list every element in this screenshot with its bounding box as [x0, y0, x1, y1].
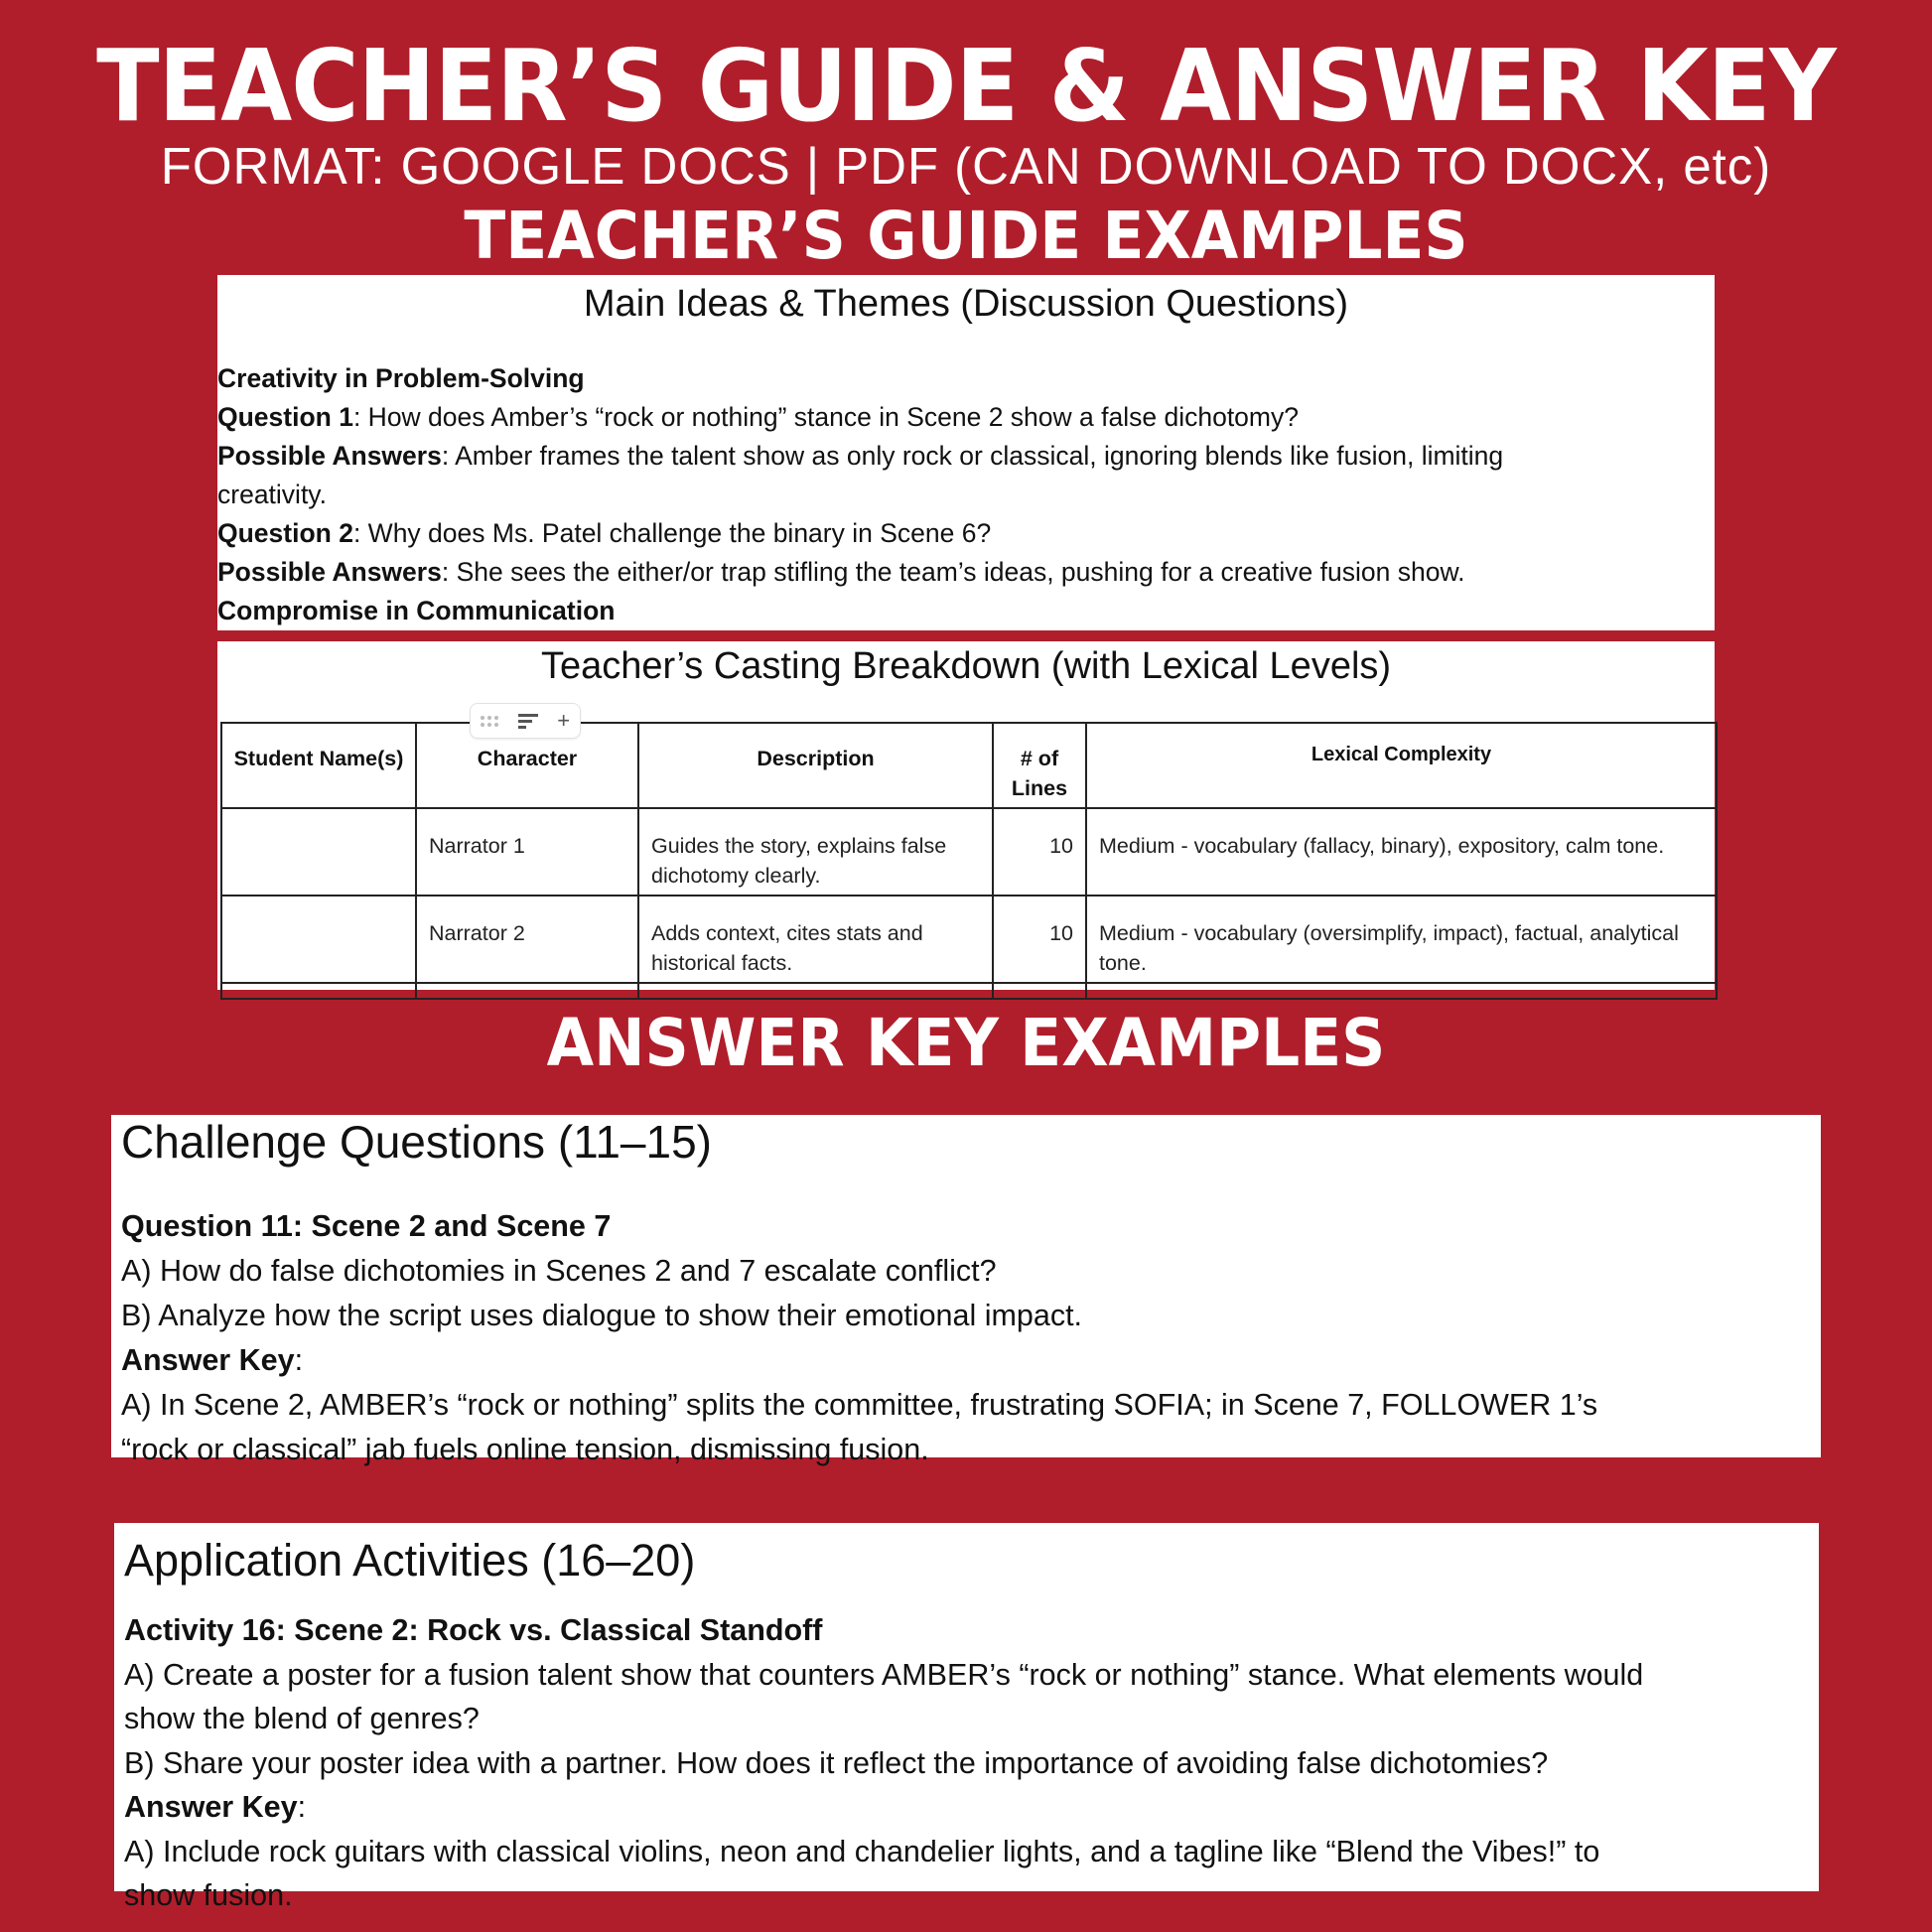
challenge-title: Challenge Questions (11–15): [121, 1116, 712, 1168]
page-title: TEACHER’S GUIDE & ANSWER KEY: [96, 28, 1836, 144]
table-row-clipped: [221, 983, 1717, 999]
character-cell: Narrator 1: [416, 808, 638, 896]
student-cell[interactable]: [221, 808, 416, 896]
answer-1: [217, 437, 1715, 476]
table-toolbar: [470, 703, 581, 739]
answer-key-label: Answer Key: [124, 1790, 298, 1824]
part-b: B) Share your poster idea with a partner. How does it reflect the importance of avoiding false dichotomies?: [124, 1745, 1549, 1780]
lexical-cell: Medium - vocabulary (oversimplify, impact), factual, analytical tone.: [1086, 896, 1717, 983]
table-row: [221, 896, 1717, 983]
column-header-lines: # of Lines: [993, 723, 1086, 808]
activity-heading: Activity 16: Scene 2: Rock vs. Classical Standoff: [124, 1613, 823, 1647]
character-cell: Narrator 2: [416, 896, 638, 983]
student-cell[interactable]: [221, 896, 416, 983]
description-cell: Guides the story, explains false dichotomy clearly.: [638, 808, 993, 896]
application-panel: [114, 1523, 1819, 1912]
challenge-body: [121, 1204, 1821, 1472]
question-2: [217, 514, 1715, 553]
question-text: : How does Amber’s “rock or nothing” stance in Scene 2 show a false dichotomy?: [352, 402, 1299, 432]
casting-title: Teacher’s Casting Breakdown (with Lexical Levels): [540, 645, 1392, 687]
part-a: A) How do false dichotomies in Scenes 2 and 7 escalate conflict?: [121, 1254, 997, 1288]
answer-text-continued: “rock or classical” jab fuels online tension, dismissing fusion.: [121, 1433, 929, 1466]
answer-1-continued: creativity.: [217, 480, 327, 509]
answer-text: A) In Scene 2, AMBER’s “rock or nothing” splits the committee, frustrating SOFIA; in Scene 7, FOLLOWER 1’s: [121, 1388, 1598, 1422]
themes-title: Main Ideas & Themes (Discussion Questions): [583, 283, 1349, 325]
teachers-guide-heading: TEACHER’S GUIDE EXAMPLES: [464, 198, 1468, 274]
question-text: : Why does Ms. Patel challenge the binary in Scene 6?: [352, 518, 992, 548]
format-line: FORMAT: GOOGLE DOCS | PDF (CAN DOWNLOAD TO DOCX, etc): [160, 138, 1772, 196]
table-header-row: [221, 723, 1717, 808]
table-row: [221, 808, 1717, 896]
add-icon[interactable]: +: [557, 708, 571, 733]
colon: :: [297, 1790, 307, 1824]
answer-key-label-line: [121, 1338, 1821, 1383]
answer-key-heading: ANSWER KEY EXAMPLES: [546, 1005, 1386, 1081]
section-heading: Compromise in Communication: [217, 596, 616, 625]
part-a: A) Create a poster for a fusion talent show that counters AMBER’s “rock or nothing” stance. What elements would: [124, 1657, 1644, 1692]
question-1: [217, 398, 1715, 437]
column-header-description: Description: [638, 723, 993, 808]
answer-text: : She sees the either/or trap stifling the team’s ideas, pushing for a creative fusion show.: [441, 557, 1465, 587]
challenge-panel: [111, 1115, 1821, 1466]
application-title: Application Activities (16–20): [124, 1535, 696, 1586]
column-header-lexical: Lexical Complexity: [1086, 723, 1717, 808]
part-b: B) Analyze how the script uses dialogue to show their emotional impact.: [121, 1299, 1083, 1332]
part-a-continued: show the blend of genres?: [124, 1702, 480, 1735]
answer-label: Possible Answers: [217, 441, 442, 471]
lexical-cell: Medium - vocabulary (fallacy, binary), expository, calm tone.: [1086, 808, 1717, 896]
answer-key-label: Answer Key: [121, 1343, 295, 1377]
casting-table: [220, 722, 1718, 1000]
themes-panel: [217, 275, 1715, 630]
drag-handle-icon[interactable]: [481, 716, 498, 727]
casting-panel: [217, 641, 1715, 990]
sort-icon[interactable]: [518, 714, 538, 729]
application-body: [124, 1608, 1819, 1918]
answer-2: [217, 553, 1715, 592]
column-header-character: Character: [416, 723, 638, 808]
description-cell: Adds context, cites stats and historical facts.: [638, 896, 993, 983]
lines-cell: 10: [993, 808, 1086, 896]
answer-text: A) Include rock guitars with classical violins, neon and chandelier lights, and a tagline like “Blend the Vibes!” to: [124, 1834, 1600, 1868]
question-label: Question 2: [217, 518, 353, 548]
answer-key-label-line: [124, 1785, 1819, 1830]
column-header-student: Student Name(s): [221, 723, 416, 808]
question-label: Question 1: [217, 402, 353, 432]
section-heading: Creativity in Problem-Solving: [217, 363, 585, 393]
answer-text: : Amber frames the talent show as only rock or classical, ignoring blends like fusion, limiting: [441, 441, 1504, 471]
themes-body: [217, 359, 1715, 630]
colon: :: [294, 1343, 304, 1377]
lines-cell: 10: [993, 896, 1086, 983]
answer-label: Possible Answers: [217, 557, 442, 587]
answer-text-continued: show fusion.: [124, 1878, 293, 1912]
question-heading: Question 11: Scene 2 and Scene 7: [121, 1209, 612, 1243]
